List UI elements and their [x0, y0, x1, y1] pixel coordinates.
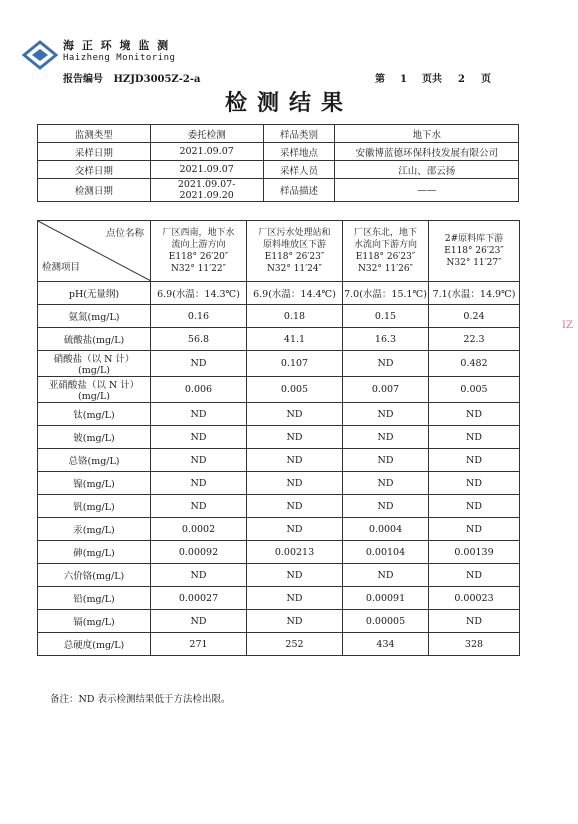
result-value: ND	[429, 610, 520, 633]
location-line: 原料堆放区下游	[262, 240, 326, 250]
location-line: E118° 26′23″	[444, 246, 504, 256]
result-value: 0.006	[151, 377, 247, 403]
info-label: 交样日期	[38, 161, 151, 179]
result-value: ND	[343, 403, 429, 426]
result-value: 22.3	[429, 328, 520, 351]
location-header	[247, 221, 343, 282]
location-line: N32° 11′24″	[267, 264, 322, 274]
result-value: 434	[343, 633, 429, 656]
result-row	[38, 403, 520, 426]
location-line: E118° 26′23″	[264, 252, 325, 262]
test-item: 铅(mg/L)	[38, 587, 151, 610]
result-value: 7.1(水温：14.9℃)	[429, 282, 520, 305]
result-value: 16.3	[343, 328, 429, 351]
location-line: 厂区污水处理站和	[258, 228, 331, 238]
test-item: 亚硝酸盐（以 N 计）(mg/L)	[38, 377, 151, 403]
result-row	[38, 282, 520, 305]
page-label: 页	[480, 74, 491, 85]
page-total: 2	[457, 74, 465, 85]
report-number-label: 报告编号	[63, 74, 103, 85]
info-row	[38, 125, 519, 143]
page-label: 第	[375, 74, 385, 85]
test-item: 镍(mg/L)	[38, 472, 151, 495]
footnote: 备注：ND 表示检测结果低于方法检出限。	[50, 694, 231, 705]
company-logo-icon	[22, 40, 58, 70]
result-value: 0.0004	[343, 518, 429, 541]
page-info	[375, 70, 505, 85]
corner-header-bottom: 检测项目	[42, 262, 81, 273]
result-value: ND	[247, 518, 343, 541]
result-value: ND	[429, 403, 520, 426]
location-line: 流向上游方向	[171, 240, 226, 250]
test-item: 铍(mg/L)	[38, 426, 151, 449]
result-value: 0.00213	[247, 541, 343, 564]
location-header	[343, 221, 429, 282]
result-value: 0.00139	[429, 541, 520, 564]
info-label: 监测类型	[38, 125, 151, 143]
result-row	[38, 541, 520, 564]
sample-info-table	[37, 124, 519, 202]
result-row	[38, 305, 520, 328]
info-label: 采样日期	[38, 143, 151, 161]
location-line: N32° 11′22″	[171, 264, 226, 274]
test-item: 镉(mg/L)	[38, 610, 151, 633]
test-item: 钛(mg/L)	[38, 403, 151, 426]
test-item: 氨氮(mg/L)	[38, 305, 151, 328]
info-label: 采样人员	[263, 161, 335, 179]
result-row	[38, 328, 520, 351]
result-value: 56.8	[151, 328, 247, 351]
result-value: 6.9(水温：14.4℃)	[247, 282, 343, 305]
result-value: ND	[151, 403, 247, 426]
result-value: ND	[247, 449, 343, 472]
location-line: 厂区西南，地下水	[162, 228, 235, 238]
location-line: N32° 11′27″	[446, 258, 502, 268]
result-value: ND	[343, 564, 429, 587]
result-value: 0.482	[429, 351, 520, 377]
info-value: 地下水	[335, 125, 519, 143]
location-header	[429, 221, 520, 282]
test-item: 砷(mg/L)	[38, 541, 151, 564]
result-value: 0.00104	[343, 541, 429, 564]
location-line: N32° 11′26″	[358, 264, 413, 274]
result-value: ND	[343, 449, 429, 472]
info-label: 采样地点	[263, 143, 335, 161]
result-value: 0.00005	[343, 610, 429, 633]
info-value: ——	[335, 179, 519, 202]
result-value: ND	[151, 564, 247, 587]
result-value: 0.107	[247, 351, 343, 377]
page-title: 检测结果	[224, 90, 353, 116]
result-row	[38, 377, 520, 403]
result-row	[38, 495, 520, 518]
result-value: ND	[151, 351, 247, 377]
test-item: 总铬(mg/L)	[38, 449, 151, 472]
seal-stamp-fragment: IZ	[562, 320, 573, 331]
result-value: 0.005	[247, 377, 343, 403]
result-value: ND	[151, 449, 247, 472]
result-row	[38, 351, 520, 377]
result-row	[38, 518, 520, 541]
report-number-value: HZJD3005Z-2-a	[113, 74, 201, 85]
result-value: 271	[151, 633, 247, 656]
result-row	[38, 472, 520, 495]
info-row	[38, 161, 519, 179]
result-value: ND	[429, 472, 520, 495]
test-item: 钒(mg/L)	[38, 495, 151, 518]
result-value: 0.18	[247, 305, 343, 328]
result-value: ND	[429, 518, 520, 541]
result-value: 0.0002	[151, 518, 247, 541]
test-item: pH(无量纲)	[38, 282, 151, 305]
result-value: ND	[343, 495, 429, 518]
result-value: ND	[343, 426, 429, 449]
page-label: 页共	[421, 74, 442, 85]
result-value: 41.1	[247, 328, 343, 351]
result-value: ND	[429, 426, 520, 449]
result-value: 0.00027	[151, 587, 247, 610]
result-value: ND	[247, 610, 343, 633]
test-item: 六价铬(mg/L)	[38, 564, 151, 587]
results-table	[37, 220, 520, 656]
report-number	[63, 70, 200, 85]
result-value: 328	[429, 633, 520, 656]
result-value: ND	[247, 564, 343, 587]
test-item: 硝酸盐（以 N 计）(mg/L)	[38, 351, 151, 377]
location-header	[151, 221, 247, 282]
result-value: ND	[151, 472, 247, 495]
info-label: 检测日期	[38, 179, 151, 202]
brand-name-cn: 海 正 环 境 监 测	[63, 39, 171, 52]
result-value: ND	[343, 351, 429, 377]
brand-name-en: Haizheng Monitoring	[63, 53, 176, 63]
result-value: ND	[429, 564, 520, 587]
result-value: ND	[247, 472, 343, 495]
location-line: 厂区东北，地下	[353, 228, 417, 238]
result-value: ND	[247, 403, 343, 426]
info-row	[38, 179, 519, 202]
location-line: 2#原料库下游	[444, 234, 504, 244]
page-number: 1	[400, 74, 407, 85]
result-value: 0.005	[429, 377, 520, 403]
result-row	[38, 564, 520, 587]
result-value: 6.9(水温：14.3℃)	[151, 282, 247, 305]
result-value: 0.00023	[429, 587, 520, 610]
result-row	[38, 633, 520, 656]
result-value: ND	[247, 426, 343, 449]
info-label: 样品类别	[263, 125, 335, 143]
info-value: 委托检测	[150, 125, 263, 143]
result-row	[38, 449, 520, 472]
result-value: 0.16	[151, 305, 247, 328]
info-value: 2021.09.07	[150, 161, 263, 179]
result-value: 0.00092	[151, 541, 247, 564]
header-row	[38, 221, 520, 282]
result-value: ND	[151, 426, 247, 449]
result-value: ND	[343, 472, 429, 495]
result-value: ND	[151, 610, 247, 633]
result-value: 252	[247, 633, 343, 656]
result-row	[38, 610, 520, 633]
test-item: 硫酸盐(mg/L)	[38, 328, 151, 351]
result-value: ND	[151, 495, 247, 518]
location-line: E118° 26′20″	[168, 252, 229, 262]
result-value: 7.0(水温：15.1℃)	[343, 282, 429, 305]
result-value: ND	[247, 495, 343, 518]
corner-header	[38, 221, 151, 282]
result-value: ND	[429, 495, 520, 518]
result-row	[38, 587, 520, 610]
location-line: E118° 26′23″	[355, 252, 416, 262]
result-value: ND	[429, 449, 520, 472]
info-row	[38, 143, 519, 161]
result-value: 0.007	[343, 377, 429, 403]
result-value: ND	[247, 587, 343, 610]
info-value: 安徽博蓝德环保科技发展有限公司	[335, 143, 519, 161]
result-value: 0.24	[429, 305, 520, 328]
info-value: 江山、邵云扬	[335, 161, 519, 179]
info-value: 2021.09.07	[150, 143, 263, 161]
corner-header-top: 点位名称	[105, 228, 144, 239]
test-item: 汞(mg/L)	[38, 518, 151, 541]
location-line: 水流向下游方向	[353, 240, 417, 250]
test-item: 总硬度(mg/L)	[38, 633, 151, 656]
info-value: 2021.09.07-2021.09.20	[150, 179, 263, 202]
result-value: 0.00091	[343, 587, 429, 610]
result-value: 0.15	[343, 305, 429, 328]
info-label: 样品描述	[263, 179, 335, 202]
result-row	[38, 426, 520, 449]
